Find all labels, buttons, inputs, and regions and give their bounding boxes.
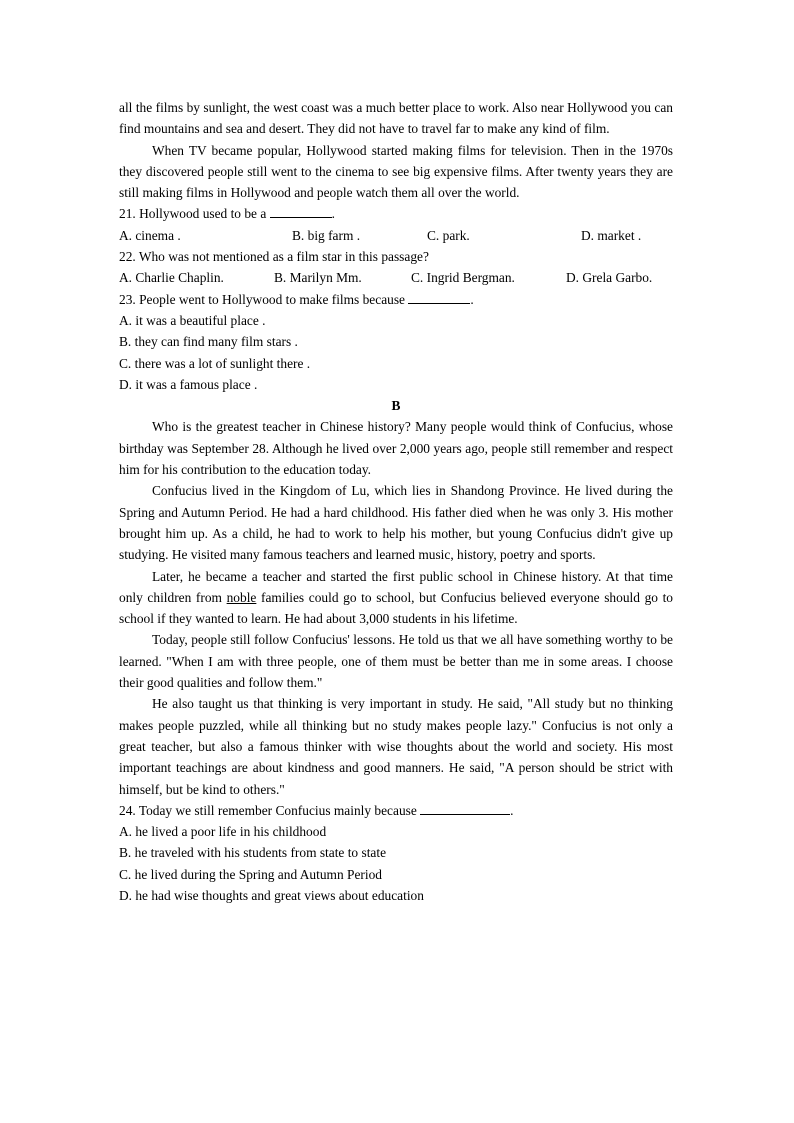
- passage-b-paragraph-3: [119, 566, 673, 630]
- question-22-stem: 22. Who was not mentioned as a film star in this passage?: [119, 249, 429, 265]
- passage-b-paragraph-2: Confucius lived in the Kingdom of Lu, which lies in Shandong Province. He lived during the Spring and Autumn Period. He had a hard childhood. His father died when he was only 3. His mother brought him up. As a child, he had to work to help his mother, but young Confucius didn't give up studying. He visited many famous teachers and learned music, history, poetry and sports.: [119, 483, 673, 563]
- option-24-d: D. he had wise thoughts and great views about education: [119, 887, 424, 903]
- passage-a-paragraph-2: When TV became popular, Hollywood started making films for television. Then in the 1970s they discovered people still went to the cinema to see big expensive films. After twenty years they are still making films in Hollywood and people watch them all over the world.: [119, 142, 673, 201]
- paragraph-3-part-2: families could go to school, but Confucius believed everyone should go to school if they wanted to learn. He had about 3,000 students in his lifetime.: [119, 589, 673, 627]
- option-24-a: A. he lived a poor life in his childhood: [119, 824, 327, 840]
- option-21-c: C. park.: [427, 227, 470, 243]
- option-22-d: D. Grela Garbo.: [566, 270, 653, 286]
- option-24-b: B. he traveled with his students from state to state: [119, 845, 387, 861]
- section-b-heading: B: [391, 398, 401, 414]
- question-24-text: 24. Today we still remember Confucius mainly because: [119, 802, 417, 818]
- option-22-b: B. Marilyn Mm.: [274, 270, 362, 286]
- question-21-options: [119, 225, 673, 246]
- question-23-text: 23. People went to Hollywood to make films because: [119, 291, 405, 307]
- passage-b-paragraph-5: He also taught us that thinking is very important in study. He said, "All study but no thinking makes people puzzled, while all thinking but no study makes people lazy." Confucius is not only a great teacher, but also a famous thinker with wise thoughts about the world and society. His most important teachings are about kindness and good manners. He said, "A person should be strict with himself, but be kind to others.": [119, 696, 673, 797]
- answer-blank-23: [408, 289, 470, 304]
- question-24-stem: [119, 800, 673, 821]
- passage-b-paragraph-1: Who is the greatest teacher in Chinese history? Many people would think of Confucius, whose birthday was September 28. Although he lived over 2,000 years ago, people still remember and respect him for his contribution to the education today.: [119, 419, 673, 478]
- option-23-d: D. it was a famous place .: [119, 376, 258, 392]
- question-23-stem: [119, 289, 673, 310]
- question-24-end: .: [510, 802, 514, 818]
- option-23-c: C. there was a lot of sunlight there .: [119, 355, 311, 371]
- question-22-options: [119, 267, 673, 288]
- option-22-c: C. Ingrid Bergman.: [411, 270, 515, 286]
- passage-b-paragraph-4: Today, people still follow Confucius' lessons. He told us that we all have something worthy to be learned. "When I am with three people, one of them must be better than me in some areas. I choose their good qualities and follow them.": [119, 632, 673, 691]
- question-23-end: .: [470, 291, 474, 307]
- option-21-b: B. big farm .: [292, 227, 361, 243]
- option-23-b: B. they can find many film stars .: [119, 334, 298, 350]
- option-21-a: A. cinema .: [119, 227, 181, 243]
- document-page: [119, 97, 673, 906]
- question-21-text: 21. Hollywood used to be a: [119, 206, 267, 222]
- answer-blank-21: [270, 203, 332, 218]
- question-21-end: .: [331, 206, 335, 222]
- question-21-stem: [119, 203, 673, 224]
- underlined-word-noble: noble: [226, 589, 257, 605]
- option-24-c: C. he lived during the Spring and Autumn Period: [119, 866, 382, 882]
- option-22-a: A. Charlie Chaplin.: [119, 270, 224, 286]
- option-23-a: A. it was a beautiful place .: [119, 312, 266, 328]
- paragraph-3-part-1: Later, he became a teacher and started the first public school in Chinese history. At that time only children from: [119, 568, 673, 605]
- answer-blank-24: [420, 800, 510, 815]
- option-21-d: D. market .: [581, 227, 642, 243]
- passage-a-paragraph-1: all the films by sunlight, the west coast was a much better place to work. Also near Hollywood you can find mountains and sea and desert. They did not have to travel far to make any kind of film.: [119, 100, 673, 137]
